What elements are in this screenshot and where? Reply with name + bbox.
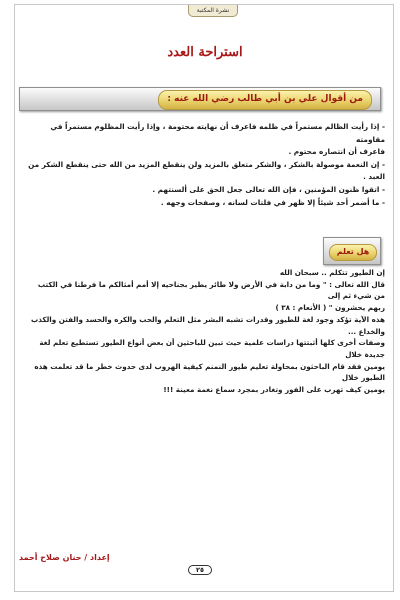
quote-line: - اتقوا ظنون المؤمنين ، فإن الله تعالى جعل الحق على ألسنتهم .	[152, 184, 385, 194]
did-you-know-box	[323, 237, 381, 265]
know-line: ربهم يحشرون " ( الأنعام : ٣٨ )	[275, 303, 385, 313]
know-line: إن الطيور تتكلم .. سبحان الله	[279, 268, 385, 277]
did-you-know-text	[25, 267, 385, 396]
document-page	[14, 4, 394, 592]
author-credit: إعداد / حنان صلاح أحمد	[19, 553, 110, 562]
quotes-banner	[19, 87, 381, 111]
quotes-banner-label: من أقوال علي بن أبي طالب رضي الله عنه :	[158, 90, 372, 110]
page-title: استراحة العدد	[167, 45, 243, 60]
page-number: ٢٥	[188, 565, 212, 575]
quote-line: فاعرف أن انتصاره محتوم .	[288, 147, 385, 157]
quote-line: - إذا رأيت الظالم مستمراً في ظلمه فاعرف أن نهايته محتومة ، وإذا رأيت المظلوم مستمراً في مقاومته	[50, 122, 385, 144]
know-line: هذه الآية تؤكد وجود لغة للطيور وقدرات تشبه البشر مثل التعلم والحب والكره والحسد والفتن والكذب والخداع ...	[31, 314, 385, 336]
quote-line: - ما أضمر أحد شيئاً إلا ظهر في فلتات لسانه ، وصفحات وجهه .	[160, 197, 385, 207]
know-line: يومين فقد قام الباحثون بمحاولة تعليم طيور النمنم كيفية الهروب لدى حدوث خطر ما قد تعلمت هذه الطيور خلال	[34, 361, 385, 383]
know-line: يومين كيف تهرب على الفور وتغادر بمجرد سماع نغمة معينة !!!	[163, 385, 385, 395]
know-line: وصفات أخرى كلها أثبتتها دراسات علمية حيث تبين للباحثين أن بعض أنواع الطيور تستطيع تعلم لغة جديدة خلال	[39, 338, 385, 359]
header-tab: نشرة المكتبة	[188, 5, 238, 17]
did-you-know-label: هل تعلم	[329, 244, 377, 261]
quote-line: - إن النعمة موصولة بالشكر ، والشكر متعلق بالمزيد ولن ينقطع المزيد من الله حتى ينقطع الشكر من العبد .	[28, 159, 385, 182]
know-line: قال الله تعالى : " وما من دابة في الأرض ولا طائر يطير بجناحيه إلا أمم أمثالكم ما فرطنا في الكتب من شيء ثم إلى	[37, 279, 385, 301]
quotes-text	[25, 121, 385, 209]
